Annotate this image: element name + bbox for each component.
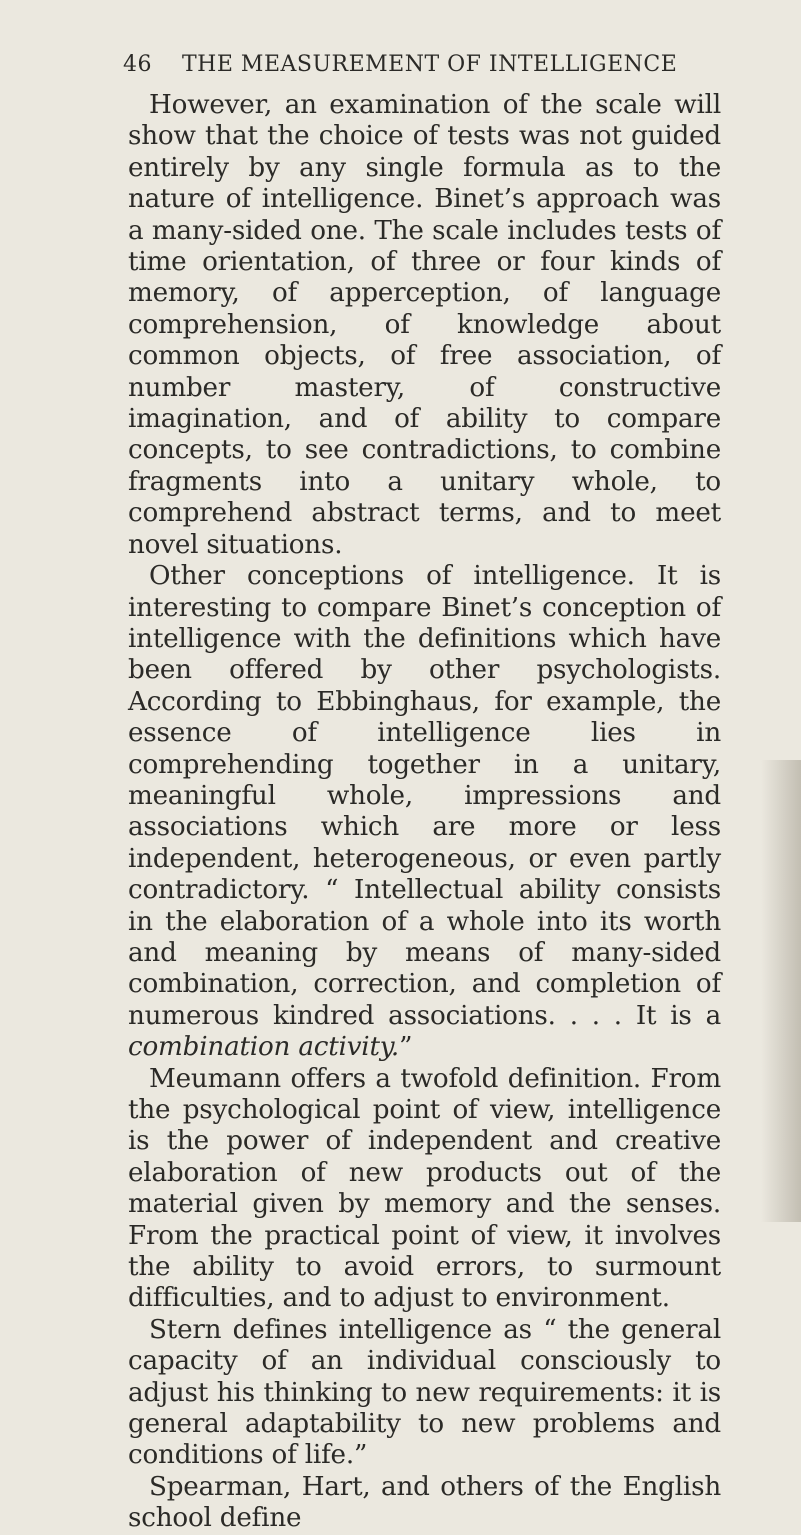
body-text xyxy=(128,90,721,1535)
running-title: THE MEASUREMENT OF INTELLIGENCE xyxy=(182,52,678,77)
closing-quote: ” xyxy=(399,1032,413,1063)
paragraph-text: It is interesting to compare Binet’s conception of intelligence with the definitions which have been offered by other psychologists. According to Ebbinghaus, for example, the essence of intelligence lies in comprehending together in a unitary, meaningful whole, impressions and associations which are more or less independent, heterogeneous, or even partly contradictory. “ Intellectual ability consists in the elaboration of a whole into its worth and meaning by means of many-sided combination, correction, and completion of numerous kindred associations. . . . It is a xyxy=(128,561,721,1031)
section-heading: Other conceptions of intelligence. xyxy=(149,561,635,592)
paragraph-spearman: Spearman, Hart, and others of the English school define xyxy=(128,1471,721,1534)
running-header xyxy=(123,52,703,77)
italic-phrase: combination activity. xyxy=(128,1032,400,1063)
page-edge-shadow xyxy=(761,760,801,1222)
page-number: 46 xyxy=(123,52,152,77)
paragraph-meumann: Meumann offers a twofold definition. From the psychological point of view, intelligence is the power of independent and creative elaboration of new products out of the material given by memory and the senses. From the practical point of view, it involves the ability to avoid errors, to surmount difficulties, and to adjust to environment. xyxy=(128,1063,721,1314)
paragraph-stern: Stern defines intelligence as “ the general capacity of an individual consciously to adjust his thinking to new requirements: it is general adaptability to new problems and conditions of life.” xyxy=(128,1314,721,1471)
paragraph-other-conceptions xyxy=(128,561,721,1064)
paragraph-binet-scale: However, an examination of the scale will show that the choice of tests was not guided entirely by any single formula as to the nature of intelligence. Binet’s approach was a many-sided one. The scale includes tests of time orientation, of three or four kinds of memory, of apperception, of language comprehension, of knowledge about common objects, of free association, of number mastery, of constructive imagination, and of ability to compare concepts, to see contradictions, to combine fragments into a unitary whole, to comprehend abstract terms, and to meet novel situations. xyxy=(128,90,721,560)
